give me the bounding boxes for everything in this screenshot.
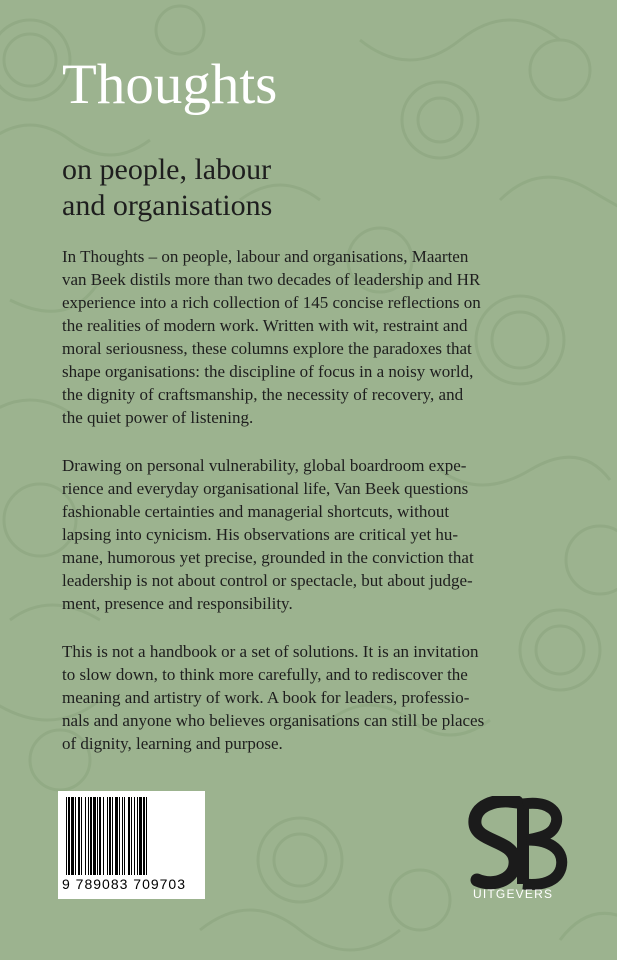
isbn-barcode — [58, 791, 205, 899]
book-title: Thoughts — [62, 53, 278, 116]
blurb-line: Drawing on personal vulnerability, global boardroom expe- — [62, 456, 467, 475]
blurb — [62, 245, 567, 780]
blurb-paragraph-2 — [62, 454, 567, 615]
blurb-line: ment, presence and responsibility. — [62, 594, 293, 613]
blurb-line: mane, humorous yet precise, grounded in the conviction that — [62, 548, 474, 567]
blurb-line: of dignity, learning and purpose. — [62, 734, 283, 753]
blurb-line: fashionable certainties and managerial shortcuts, without — [62, 502, 450, 521]
blurb-line: nals and anyone who believes organisations can still be places — [62, 711, 485, 730]
blurb-line: rience and everyday organisational life, Van Beek questions — [62, 479, 469, 498]
blurb-line: the realities of modern work. Written with wit, restraint and — [62, 316, 468, 335]
subtitle-line: and organisations — [62, 189, 273, 222]
blurb-line: the dignity of craftsmanship, the necessity of recovery, and — [62, 385, 464, 404]
blurb-line: to slow down, to think more carefully, and to rediscover the — [62, 665, 468, 684]
isbn-number: 9 789083 709703 — [62, 876, 186, 892]
blurb-paragraph-1 — [62, 245, 567, 429]
book-subtitle — [62, 152, 272, 224]
publisher-name: UITGEVERS — [473, 887, 554, 901]
blurb-line: van Beek distils more than two decades of leadership and HR — [62, 270, 481, 289]
blurb-line: experience into a rich collection of 145 concise reflections on — [62, 293, 481, 312]
blurb-line: shape organisations: the discipline of focus in a noisy world, — [62, 362, 474, 381]
blurb-line: meaning and artistry of work. A book for leaders, professio- — [62, 688, 470, 707]
barcode-bars — [64, 797, 199, 875]
blurb-line: lapsing into cynicism. His observations are critical yet hu- — [62, 525, 459, 544]
blurb-line: the quiet power of listening. — [62, 408, 254, 427]
subtitle-line: on people, labour — [62, 153, 272, 186]
blurb-line: leadership is not about control or spectacle, but about judge- — [62, 571, 473, 590]
blurb-line: In Thoughts – on people, labour and organisations, Maarten — [62, 247, 469, 266]
blurb-paragraph-3 — [62, 640, 567, 755]
blurb-line: This is not a handbook or a set of solutions. It is an invitation — [62, 642, 479, 661]
blurb-line: moral seriousness, these columns explore the paradoxes that — [62, 339, 472, 358]
